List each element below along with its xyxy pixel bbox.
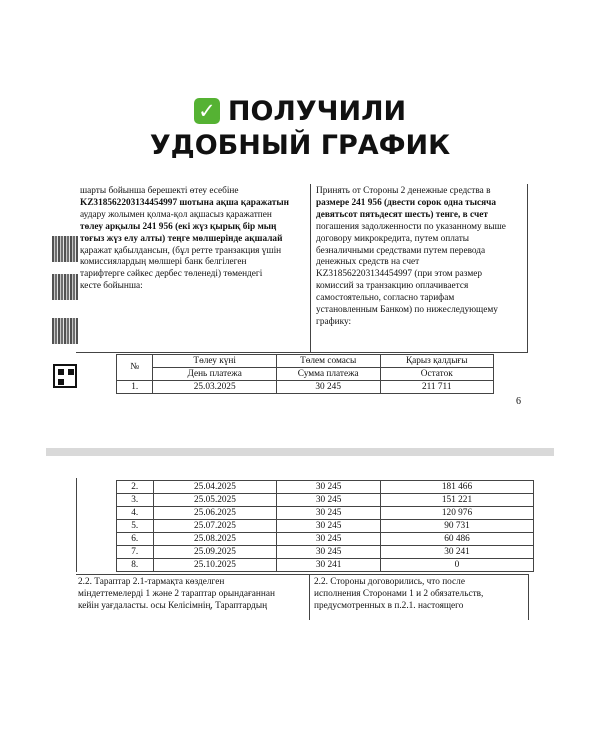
header-date-ru: День платежа xyxy=(153,368,276,381)
left-column-text: шарты бойынша берешекті өтеу есебіне KZ318562203134454997 шотына ақша қаражатын аудару жолымен қолма-қол ақшасыз қаражатпен төлеу арқылы 241 956 (екі жүз қырық бір мың тоғыз жүз елу алты) теңге мөлшерінде ақшалай қаражат қабылдансын, (бұл ретте транзакция үшін комиссиялардың мөлшері банк белгілеген тарифтерге сәйкес дербес төленеді) төмендегі кесте бойынша: xyxy=(80,186,289,292)
cell-num: 8. xyxy=(117,559,154,572)
bottom-left-text: 2.2. Тараптар 2.1-тармақта көзделген міндеттемелерді 1 және 2 тараптар орындағаннан кейін уағдаласты. осы Келісімнің, Тараптардың xyxy=(78,577,275,611)
document-page-bottom xyxy=(76,478,530,618)
header-date-kz: Төлеу күні xyxy=(153,355,276,368)
check-mark-icon: ✓ xyxy=(194,98,220,124)
qr-code-icon xyxy=(52,274,78,300)
bottom-right-text: 2.2. Стороны договорились, что после исполнения Сторонами 1 и 2 обязательств, предусмотренных в п.2.1. настоящего xyxy=(314,577,484,611)
headline-line2: УДОБНЫЙ ГРАФИК xyxy=(149,130,451,161)
cell-amount: 30 245 xyxy=(277,533,381,546)
headline-line1 xyxy=(0,96,600,127)
qr-code-icon xyxy=(52,318,78,344)
cell-num: 6. xyxy=(117,533,154,546)
header-balance-kz: Қарыз қалдығы xyxy=(380,355,494,368)
cell-amount: 30 245 xyxy=(277,546,381,559)
header-num: № xyxy=(117,355,153,381)
cell-amount: 30 241 xyxy=(277,559,381,572)
cell-date: 25.05.2025 xyxy=(153,494,277,507)
cell-amount: 30 245 xyxy=(277,494,381,507)
header-amount-kz: Төлем сомасы xyxy=(276,355,380,368)
cell-balance: 30 241 xyxy=(381,546,534,559)
cell-balance: 0 xyxy=(381,559,534,572)
cell-num: 2. xyxy=(117,481,154,494)
cell-date: 25.10.2025 xyxy=(153,559,277,572)
cell-date: 25.08.2025 xyxy=(153,533,277,546)
headline-line1-text: ПОЛУЧИЛИ xyxy=(227,96,407,127)
cell-num: 3. xyxy=(117,494,154,507)
header-balance-ru: Остаток xyxy=(380,368,494,381)
cell-num: 5. xyxy=(117,520,154,533)
cell-num: 7. xyxy=(117,546,154,559)
cell-date: 25.09.2025 xyxy=(153,546,277,559)
cell-date: 25.06.2025 xyxy=(153,507,277,520)
right-column-text: Принять от Стороны 2 денежные средства в размере 241 956 (двести сорок одна тысяча девятьсот пятьдесят шесть) тенге, в счет погашения задолженности по указанному выше договору микрокредита, путем оплаты безналичными средствами путем перевода денежных средств на счет KZ318562203134454997 (при этом размер комиссий за транзакцию оплачивается самостоятельно, согласно тарифам установленным Банком) по нижеследующему графику: xyxy=(316,186,506,327)
cell-balance: 181 466 xyxy=(381,481,534,494)
cell-amount: 30 245 xyxy=(277,520,381,533)
page-number: 6 xyxy=(516,396,521,407)
cell-num: 4. xyxy=(117,507,154,520)
cell-date: 25.07.2025 xyxy=(153,520,277,533)
table-row: 1. 25.03.2025 30 245 211 711 xyxy=(117,381,494,394)
cell-date: 25.04.2025 xyxy=(153,481,277,494)
cell-balance: 60 486 xyxy=(381,533,534,546)
qr-code-icon xyxy=(52,236,78,262)
cell-balance: 120 976 xyxy=(381,507,534,520)
header-amount-ru: Сумма платежа xyxy=(276,368,380,381)
qr-code-icon xyxy=(53,364,77,388)
cell-balance: 151 221 xyxy=(381,494,534,507)
payment-schedule-header-table xyxy=(116,354,494,394)
cell-balance: 90 731 xyxy=(381,520,534,533)
cell-amount: 30 245 xyxy=(277,507,381,520)
cell-amount: 30 245 xyxy=(277,481,381,494)
page-separator xyxy=(46,448,554,456)
